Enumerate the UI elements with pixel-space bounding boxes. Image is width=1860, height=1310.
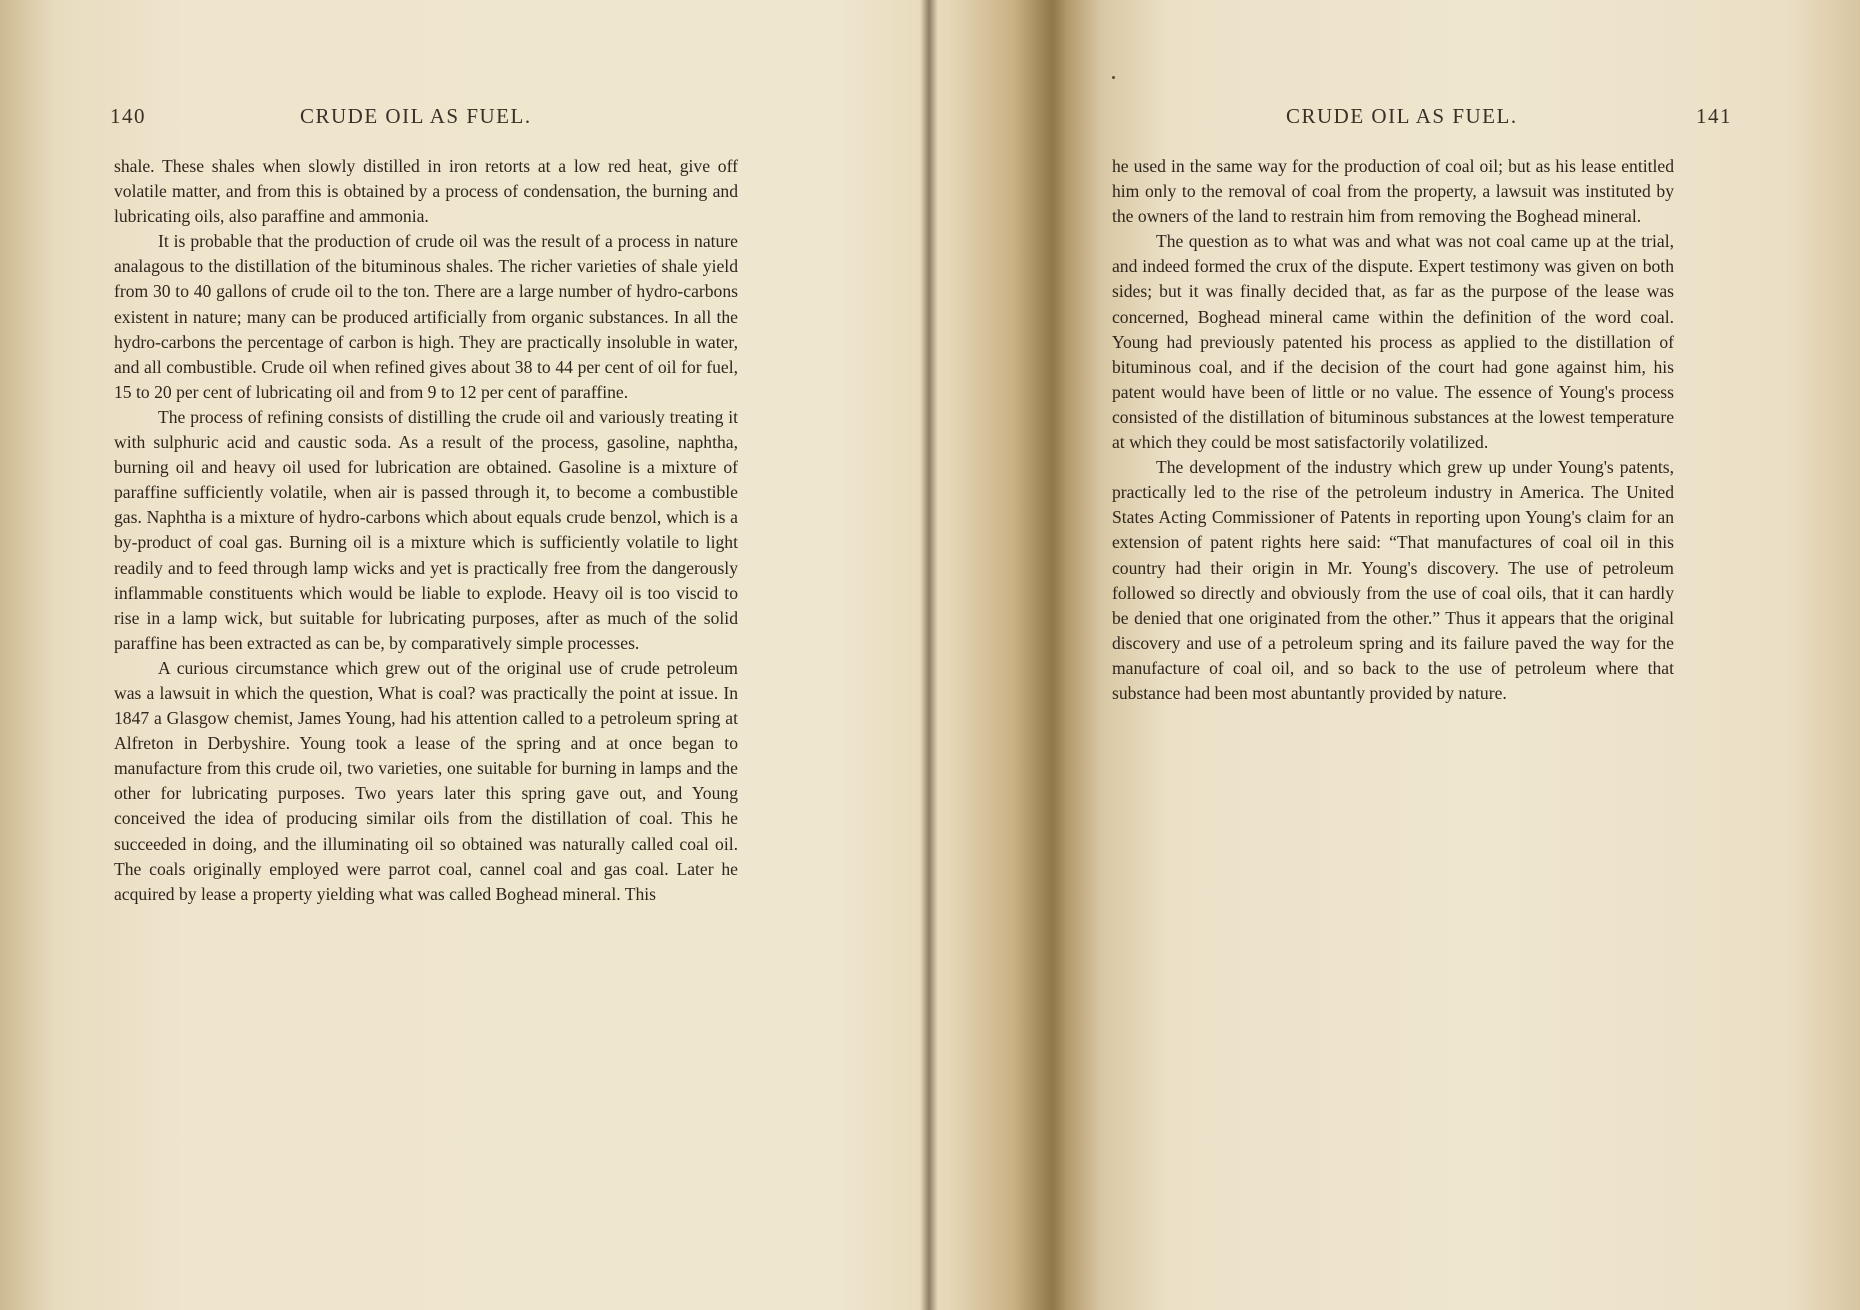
left-page <box>0 0 920 1310</box>
left-running-head: CRUDE OIL AS FUEL. <box>300 104 532 128</box>
right-page-number: 141 <box>1696 104 1732 128</box>
paragraph: A curious circumstance which grew out of the original use of crude petroleum was a lawsuit in which the question, What is coal? was practically the point at issue. In 1847 a Glasgow chemist, James Young, had his attention called to a petroleum spring at Alfreton in Derbyshire. Young took a lease of the spring and at once began to manufacture from this crude oil, two varieties, one suitable for burning in lamps and the other for lubricating purposes. Two years later this spring gave out, and Young conceived the idea of producing similar oils from the distillation of coal. This he succeeded in doing, and the illuminating oil so obtained was naturally called coal oil. The coals originally employed were parrot coal, cannel coal and gas coal. Later he acquired by lease a property yielding what was called Boghead mineral. This <box>114 657 738 904</box>
right-page <box>938 0 1860 1310</box>
paragraph: The development of the industry which grew up under Young's patents, practically led to the rise of the petroleum industry in America. The United States Acting Commissioner of Patents in reporting upon Young's claim for an extension of patent rights here said: “That manufactures of coal oil in this country had their origin in Mr. Young's discovery. The use of petroleum followed so directly and obviously from the use of coal oils, that it can hardly be denied that one originated from the other.” Thus it appears that the original discovery and use of a petroleum spring and its failure paved the way for the manufacture of coal oil, and so back to the use of petroleum where that substance had been most abuntantly provided by nature. <box>1112 457 1674 703</box>
book-spine <box>920 0 938 1310</box>
paragraph: The question as to what was and what was not coal came up at the trial, and indeed formed the crux of the dispute. Expert testimony was given on both sides; but it was finally decided that, as far as the purpose of the lease was concerned, Boghead mineral came within the definition of the word coal. Young had previously patented his process as applied to the distillation of bituminous coal, and if the decision of the court had gone against him, his patent would have been of little or no value. The essence of Young's process consisted of the distillation of bituminous substances at the lowest temperature at which they could be most satisfactorily volatilized. <box>1112 231 1674 453</box>
paragraph: shale. These shales when slowly distilled in iron retorts at a low red heat, give off volatile matter, and from this is obtained by a process of condensation, the burning and lubricating oils, also paraffine and ammonia. <box>114 156 738 227</box>
right-page-body <box>1112 154 1674 706</box>
left-page-number: 140 <box>110 104 146 128</box>
paragraph: The process of refining consists of distilling the crude oil and variously treating it with sulphuric acid and caustic soda. As a result of the process, gasoline, naphtha, burning oil and heavy oil used for lubrication are obtained. Gasoline is a mixture of paraffine sufficiently volatile, when air is passed through it, to become a combustible gas. Naphtha is a mixture of hydro-carbons which about equals crude benzol, which is a by-product of coal gas. Burning oil is a mixture which is sufficiently volatile to light readily and to feed through lamp wicks and yet is practically free from the dangerously inflammable constituents which would be liable to explode. Heavy oil is too viscid to rise in a lamp wick, but suitable for lubricating purposes, after as much of the solid paraffine has been extracted as can be, by comparatively simple processes. <box>114 406 738 653</box>
paragraph: he used in the same way for the production of coal oil; but as his lease entitled him only to the removal of coal from the property, a lawsuit was instituted by the owners of the land to restrain him from removing the Boghead mineral. <box>1112 156 1674 227</box>
right-running-head: CRUDE OIL AS FUEL. <box>1286 104 1518 128</box>
paragraph: It is probable that the production of crude oil was the result of a process in nature analagous to the distillation of the bituminous shales. The richer varieties of shale yield from 30 to 40 gallons of crude oil to the ton. There are a large number of hydro-carbons existent in nature; many can be produced artificially from organic substances. In all the hydro-carbons the percentage of carbon is high. They are practically insoluble in water, and all combustible. Crude oil when refined gives about 38 to 44 per cent of oil for fuel, 15 to 20 per cent of lubricating oil and from 9 to 12 per cent of paraffine. <box>114 231 738 402</box>
left-page-body <box>114 154 738 907</box>
